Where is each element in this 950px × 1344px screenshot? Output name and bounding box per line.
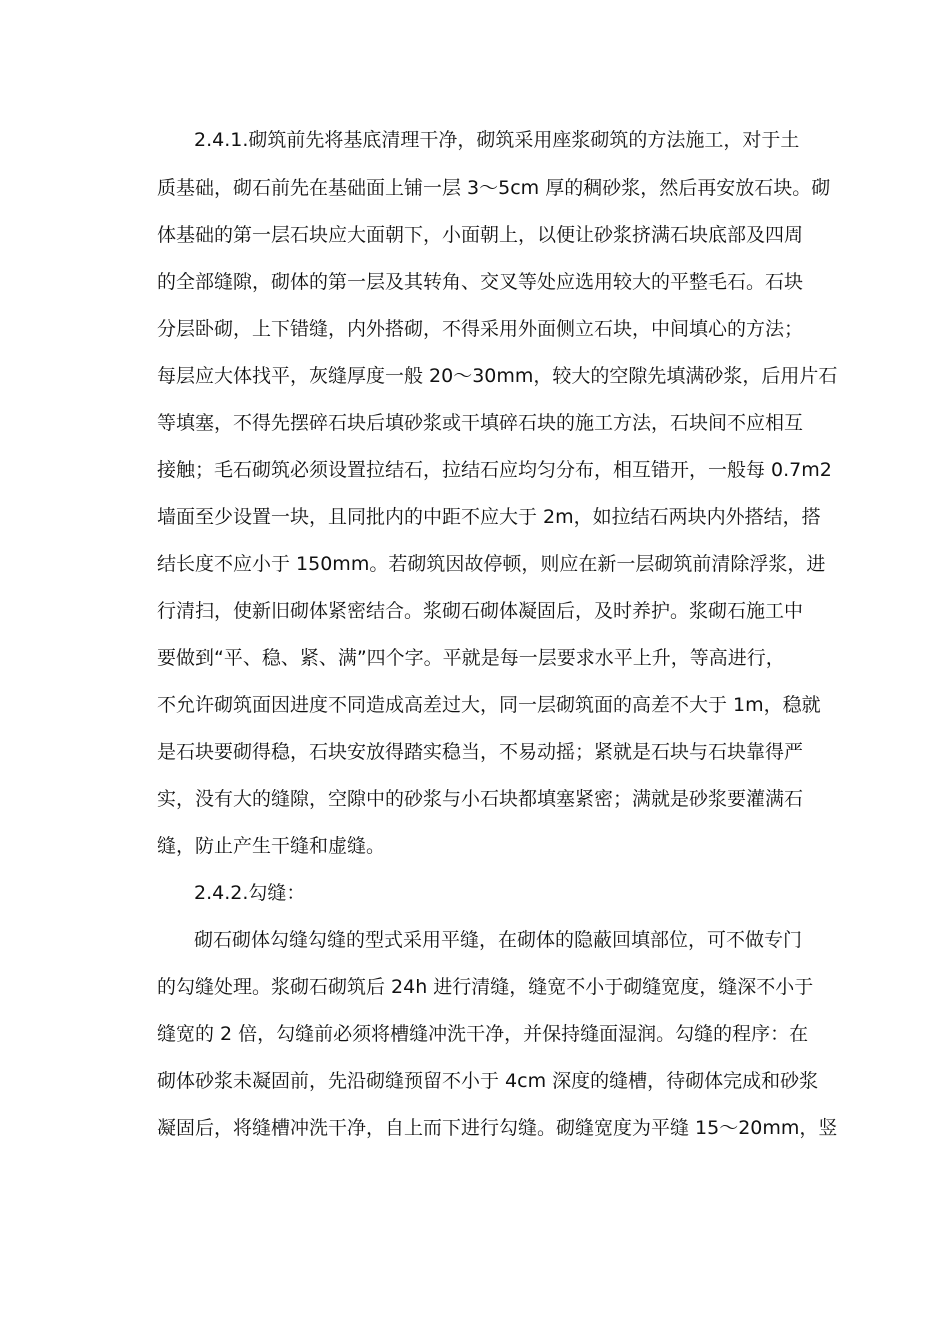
paragraph-line: 行清扫，使新旧砌体紧密结合。浆砌石砌体凝固后，及时养护。浆砌石施工中: [157, 600, 804, 622]
paragraph-line: 的勾缝处理。浆砌石砌筑后 24h 进行清缝，缝宽不小于砌缝宽度，缝深不小于: [157, 976, 814, 998]
paragraph-line: 接触；毛石砌筑必须设置拉结石，拉结石应均匀分布，相互错开，一般每 0.7m2: [157, 459, 832, 481]
section-heading: 2.4.2.勾缝：: [194, 882, 306, 904]
paragraph-line: 等填塞，不得先摆碎石块后填砂浆或干填碎石块的施工方法，石块间不应相互: [157, 412, 804, 434]
paragraph-line: 不允许砌筑面因进度不同造成高差过大，同一层砌筑面的高差不大于 1m，稳就: [157, 694, 821, 716]
paragraph-line: 结长度不应小于 150mm。若砌筑因故停顿，则应在新一层砌筑前清除浮浆，进: [157, 553, 826, 575]
paragraph-line: 是石块要砌得稳，石块安放得踏实稳当，不易动摇；紧就是石块与石块靠得严: [157, 741, 804, 763]
paragraph-line: 体基础的第一层石块应大面朝下，小面朝上，以便让砂浆挤满石块底部及四周: [157, 224, 804, 246]
paragraph-line: 砌体砂浆未凝固前，先沿砌缝预留不小于 4cm 深度的缝槽，待砌体完成和砂浆: [157, 1070, 819, 1092]
paragraph-line: 凝固后，将缝槽冲洗干净，自上而下进行勾缝。砌缝宽度为平缝 15～20mm，竖: [157, 1117, 838, 1139]
paragraph-line: 实，没有大的缝隙，空隙中的砂浆与小石块都填塞紧密；满就是砂浆要灌满石: [157, 788, 804, 810]
paragraph-line: 质基础，砌石前先在基础面上铺一层 3～5cm 厚的稠砂浆，然后再安放石块。砌: [157, 177, 831, 199]
paragraph-line: 分层卧砌，上下错缝，内外搭砌，不得采用外面侧立石块，中间填心的方法；: [157, 318, 804, 340]
paragraph-line: 每层应大体找平，灰缝厚度一般 20～30mm，较大的空隙先填满砂浆，后用片石: [157, 365, 838, 387]
paragraph-line: 缝宽的 2 倍，勾缝前必须将槽缝冲洗干净，并保持缝面湿润。勾缝的程序：在: [157, 1023, 809, 1045]
paragraph-line: 2.4.1.砌筑前先将基底清理干净，砌筑采用座浆砌筑的方法施工，对于土: [194, 129, 800, 151]
paragraph-line: 缝，防止产生干缝和虚缝。: [157, 835, 386, 857]
paragraph-line: 墙面至少设置一块，且同批内的中距不应大于 2m，如拉结石两块内外搭结，搭: [157, 506, 821, 528]
paragraph-line: 要做到“平、稳、紧、满”四个字。平就是每一层要求水平上升，等高进行，: [157, 647, 785, 669]
paragraph-line: 砌石砌体勾缝勾缝的型式采用平缝，在砌体的隐蔽回填部位，可不做专门: [194, 929, 803, 951]
paragraph-line: 的全部缝隙，砌体的第一层及其转角、交叉等处应选用较大的平整毛石。石块: [157, 271, 804, 293]
